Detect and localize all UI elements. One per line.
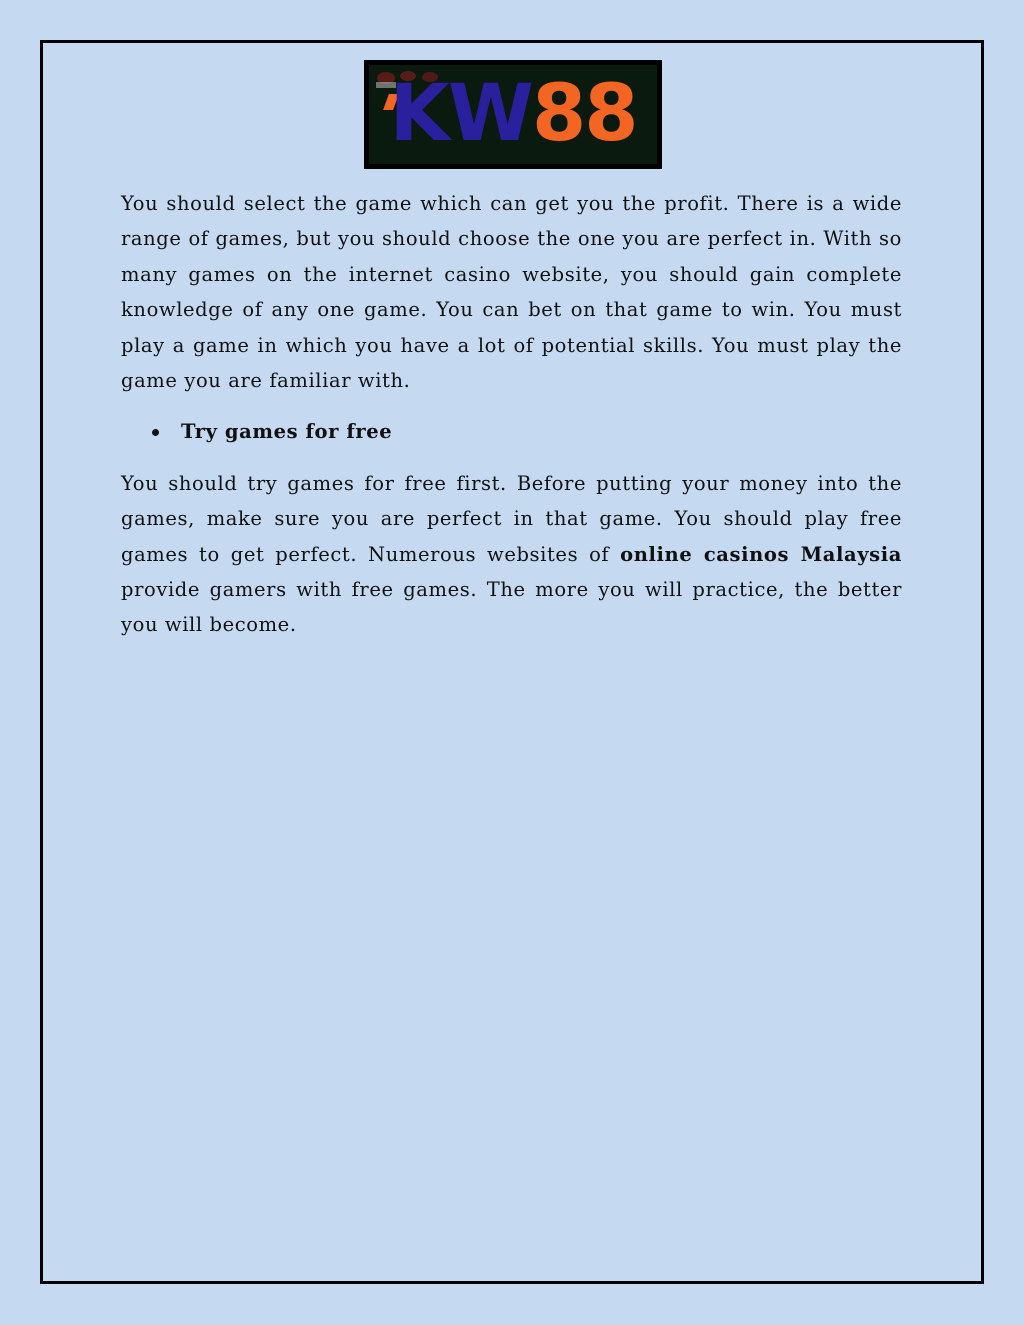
bullet-heading: Try games for free: [181, 420, 393, 444]
kw88-logo: [364, 60, 662, 169]
logo-kw: KW: [389, 69, 532, 159]
bullet-item-try-games: [121, 414, 902, 449]
paragraph-1: You should select the game which can get you the profit. There is a wide range of games, but you should choose the one you are perfect in. With so many games on the internet casino website, you should gain complete knowledge of any one game. You can bet on that game to win. You must play a game in which you have a lot of potential skills. You must play the game you are familiar with.: [121, 192, 902, 393]
bullet-list: [121, 414, 902, 449]
paragraph-2: [121, 466, 902, 643]
logo-88: 88: [531, 69, 637, 159]
paragraph-2-end: provide gamers with free games. The more you will practice, the better you will become.: [121, 578, 902, 637]
online-casinos-link[interactable]: online casinos Malaysia: [620, 542, 902, 566]
bullet-dot-icon: [152, 429, 159, 436]
document-body: [121, 186, 902, 643]
logo-text: [364, 69, 662, 159]
paragraph-2-start: You should try games for free first. Before putting your money into the games, make sure you are perfect in that game. You should play free games to get perfect. Numerous websites of: [121, 471, 902, 566]
